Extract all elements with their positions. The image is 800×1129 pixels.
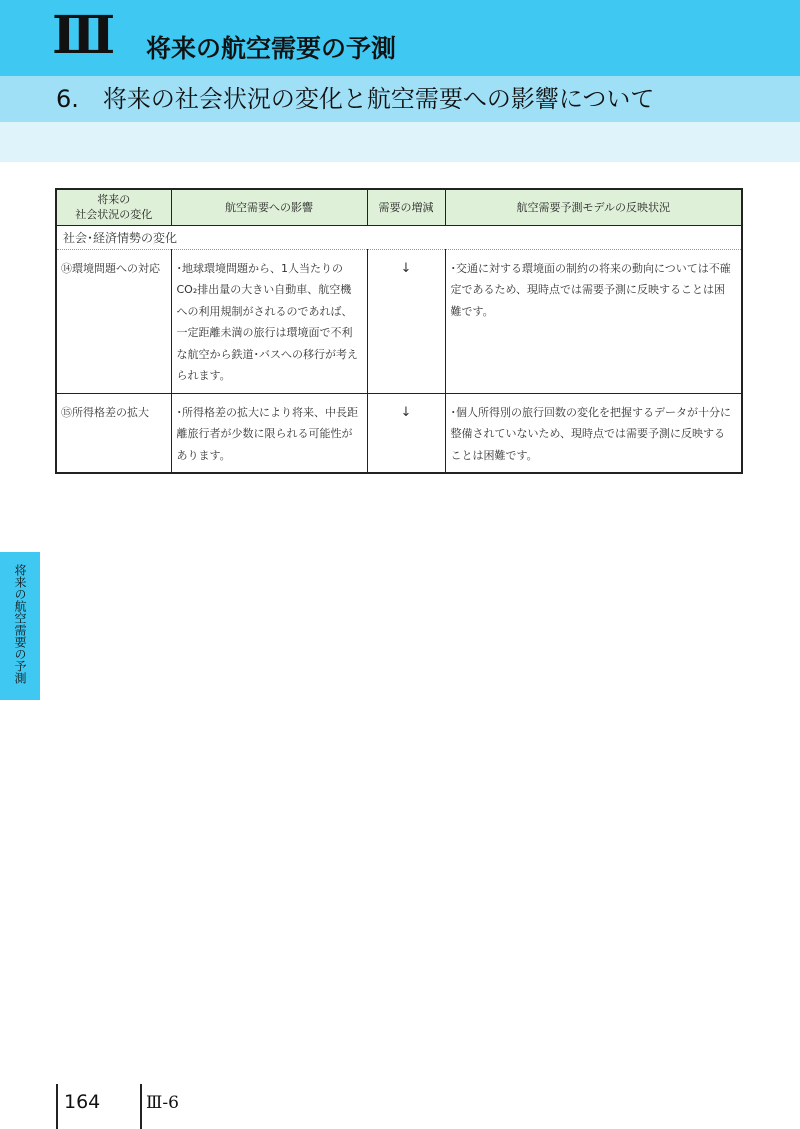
row-demand-change: ↓ — [367, 249, 445, 393]
row-demand-change: ↓ — [367, 393, 445, 473]
footer-divider — [56, 1084, 58, 1129]
header-social-change-line1: 将来の — [97, 193, 131, 207]
section-title: 6. 将来の社会状況の変化と航空需要への影響について — [56, 85, 655, 113]
row-impact: ･所得格差の拡大により将来、中長距離旅行者が少数に限られる可能性があります。 — [171, 393, 367, 473]
header-demand-change: 需要の増減 — [367, 189, 445, 225]
table-row — [56, 393, 742, 473]
table-header-row — [56, 189, 742, 225]
row-name: ⑮所得格差の拡大 — [56, 393, 171, 473]
header-social-change — [56, 189, 171, 225]
header-social-change-line2: 社会状況の変化 — [75, 208, 153, 222]
chapter-number: Ⅲ — [52, 5, 113, 66]
row-model-status: ･交通に対する環境面の制約の将来の動向については不確定であるため、現時点では需要予測に反映することは困難です。 — [445, 249, 742, 393]
chapter-title: 将来の航空需要の予測 — [146, 34, 397, 63]
impact-table — [55, 188, 743, 474]
row-impact: ･地球環境問題から、1人当たりのCO₂排出量の大きい自動車、航空機への利用規制がされるのであれば、一定距離未満の旅行は環境面で不利な航空から鉄道･バスへの移行が考えられます。 — [171, 249, 367, 393]
table-row — [56, 249, 742, 393]
header-impact: 航空需要への影響 — [171, 189, 367, 225]
row-name: ⑭環境問題への対応 — [56, 249, 171, 393]
category-row — [56, 225, 742, 249]
section-subheader-band — [0, 122, 800, 162]
header-model-status: 航空需要予測モデルの反映状況 — [445, 189, 742, 225]
footer-divider — [140, 1084, 142, 1129]
row-model-status: ･個人所得別の旅行回数の変化を把握するデータが十分に整備されていないため、現時点では需要予測に反映することは困難です。 — [445, 393, 742, 473]
page-number: 164 — [64, 1091, 101, 1113]
category-label: 社会･経済情勢の変化 — [56, 225, 742, 249]
side-tab-label: 将来の航空需要の予測 — [13, 564, 27, 684]
chapter-header-band — [0, 0, 800, 76]
page-code: Ⅲ-6 — [146, 1093, 179, 1113]
